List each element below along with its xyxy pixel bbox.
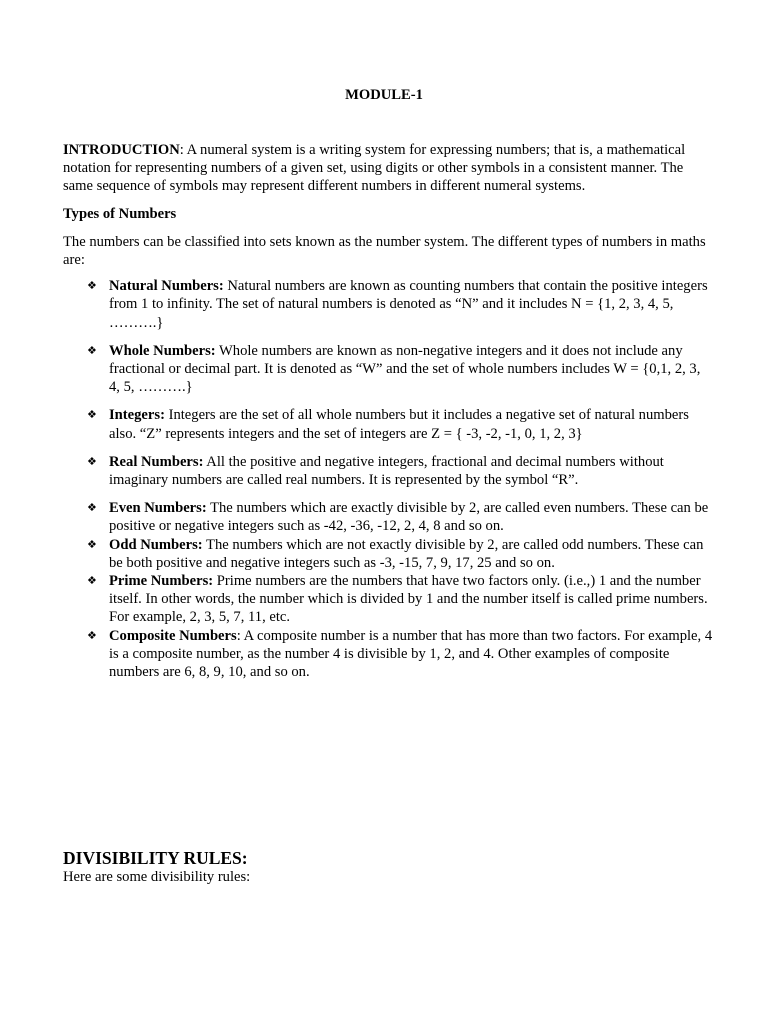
diamond-bullet-icon: ❖ [87,537,97,551]
list-item-term: Natural Numbers: [109,278,224,295]
list-item-text: The numbers which are not exactly divisible by 2, are called odd numbers. These can be both positive and negative integers such as -3, -15, 7, 9, 17, 25 and so on. [109,536,704,571]
diamond-bullet-icon: ❖ [87,628,97,642]
list-item-integers [87,406,713,442]
introduction-paragraph [63,141,713,196]
types-intro: The numbers can be classified into sets known as the number system. The different types of numbers in maths are: [63,233,706,269]
list-item-text: Integers are the set of all whole numbers but it includes a negative set of natural numbers also. “Z” represents integers and the set of integers are Z = { -3, -2, -1, 0, 1, 2, 3} [109,407,689,442]
divisibility-section [63,848,713,886]
list-item-composite-numbers [87,627,713,682]
list-item-real-numbers [87,453,713,489]
list-item-odd-numbers [87,536,713,572]
list-item-term: Odd Numbers: [109,536,203,553]
list-item-term: Whole Numbers: [109,342,216,359]
introduction-text: : A numeral system is a writing system for expressing numbers; that is, a mathematical notation for representing numbers of a given set, using digits or other symbols in a consistent manner. The same sequence of symbols may represent different numbers in different numeral systems. [63,142,686,195]
list-item-prime-numbers [87,572,713,627]
list-item-term: Composite Numbers [109,627,237,644]
list-item-natural-numbers [87,277,713,332]
list-item-whole-numbers [87,342,713,397]
list-item-term: Integers: [109,407,165,424]
list-item-text: The numbers which are exactly divisible by 2, are called even numbers. These can be positive or negative integers such as -42, -36, -12, 2, 4, 8 and so on. [109,500,709,535]
list-item-text: Natural numbers are known as counting numbers that contain the positive integers from 1 to infinity. The set of natural numbers is denoted as “N” and it includes N = {1, 2, 3, 4, 5, ……….} [109,278,708,331]
diamond-bullet-icon: ❖ [87,408,97,422]
list-item-text: All the positive and negative integers, fractional and decimal numbers without imaginary numbers are called real numbers. It is represented by the symbol “R”. [109,453,664,489]
introduction-label: INTRODUCTION [63,142,180,158]
list-item-text: Prime numbers are the numbers that have two factors only. (i.e.,) 1 and the number itself. In other words, the number which is divided by 1 and the number itself is called prime numbers. For example, 2, 3, 5, 7, 11, etc. [109,573,708,626]
divisibility-heading: DIVISIBILITY RULES: [63,848,248,868]
diamond-bullet-icon: ❖ [87,574,97,588]
diamond-bullet-icon: ❖ [87,501,97,515]
diamond-bullet-icon: ❖ [87,343,97,357]
list-item-even-numbers [87,499,713,535]
document-content [63,141,713,681]
divisibility-intro: Here are some divisibility rules: [63,869,251,885]
list-item-term: Real Numbers: [109,453,204,470]
list-item-term: Even Numbers: [109,500,207,517]
list-item-text: : A composite number is a number that has more than two factors. For example, 4 is a composite number, as the number 4 is divisible by 1, 2, and 4. Other examples of composite numbers are 6, 8, 9, 10, and so on. [109,627,713,681]
diamond-bullet-icon: ❖ [87,454,97,468]
module-title: MODULE-1 [345,87,423,103]
types-heading: Types of Numbers [63,205,177,222]
list-item-text: Whole numbers are known as non-negative integers and it does not include any fractional or decimal part. It is denoted as “W” and the set of whole numbers includes W = {0,1, 2, 3, 4, 5, ……….} [109,342,701,396]
number-types-list [63,277,713,681]
list-item-term: Prime Numbers: [109,573,214,590]
diamond-bullet-icon: ❖ [87,279,97,293]
